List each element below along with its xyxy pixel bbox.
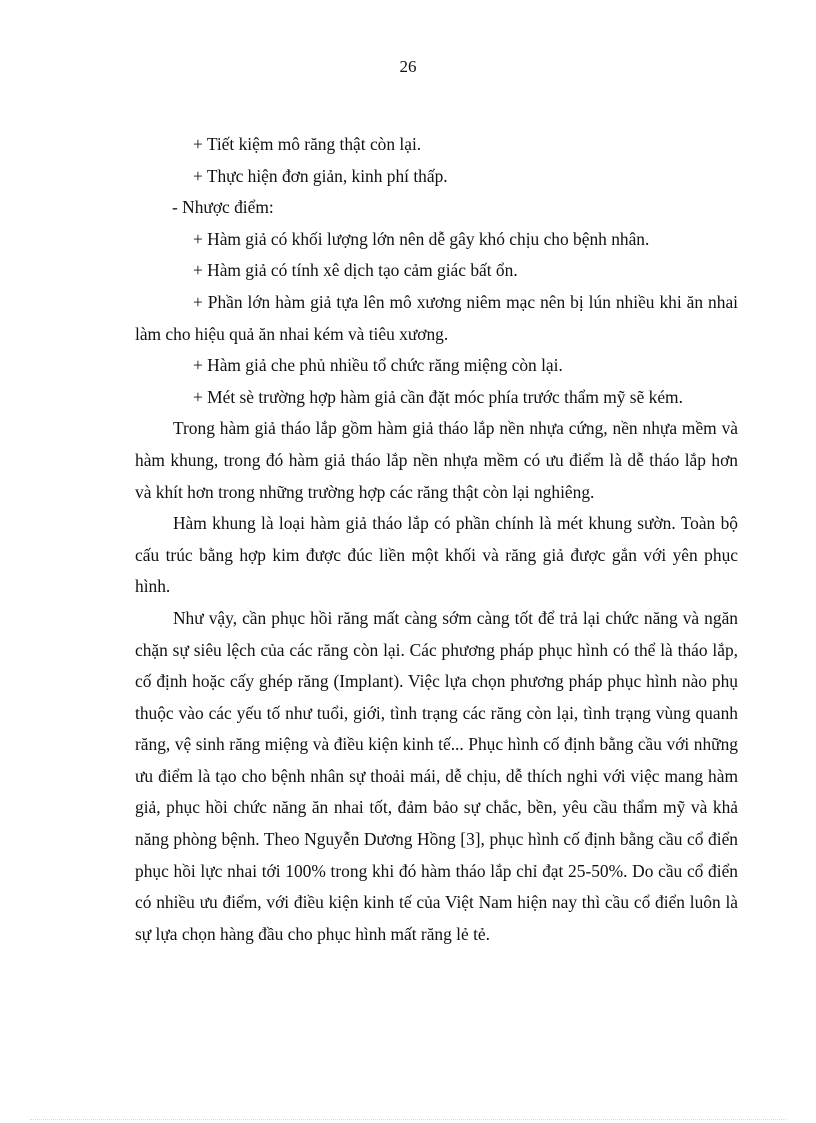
disadvantage-item: + Hàm giả che phủ nhiều tổ chức răng miệng còn lại. [193,355,563,376]
disadvantage-item: + Phần lớn hàm giả tựa lên mô xương niêm mạc nên bị lún nhiều khi ăn nhai làm cho hiệu quả ăn nhai kém và tiêu xương. [135,291,738,344]
body-paragraph: Như vậy, cần phục hồi răng mất càng sớm càng tốt để trả lại chức năng và ngăn chặn sự siêu lệch của các răng còn lại. Các phương pháp phục hình có thể là tháo lắp, cố định hoặc cấy ghép răng (Implant). Việc lựa chọn phương pháp phục hình nào phụ thuộc vào các yếu tố như tuổi, giới, tình trạng các răng còn lại, tình trạng vùng quanh răng, vệ sinh răng miệng và điều kiện kinh tế... Phục hình cố định bằng cầu với những ưu điểm là tạo cho bệnh nhân sự thoải mái, dễ chịu, dễ thích nghi với việc mang hàm giả, phục hồi chức năng ăn nhai tốt, đảm bảo sự chắc, bền, yêu cầu thẩm mỹ và khả năng phòng bệnh. Theo Nguyễn Dương Hồng [3], phục hình cố định bằng cầu cổ điển phục hồi lực nhai tới 100% trong khi đó hàm tháo lắp chỉ đạt 25-50%. Do cầu cổ điển có nhiều ưu điểm, với điều kiện kinh tế của Việt Nam hiện nay thì cầu cổ điển luôn là sự lựa chọn hàng đầu cho phục hình mất răng lẻ tẻ. [135,607,738,944]
document-body [135,129,738,950]
advantage-item: + Tiết kiệm mô răng thật còn lại. [193,134,422,154]
disadvantage-item: + Hàm giả có tính xê dịch tạo cảm giác bất ổn. [193,260,518,281]
advantage-item: + Thực hiện đơn giản, kinh phí thấp. [193,165,448,186]
page-number: 26 [399,57,417,76]
disadvantages-heading: - Nhược điểm: [172,197,274,218]
disadvantage-item: + Mét sè trường hợp hàm giả cần đặt móc phía trước thẩm mỹ sẽ kém. [193,386,683,407]
body-paragraph: Trong hàm giả tháo lắp gồm hàm giả tháo lắp nền nhựa cứng, nền nhựa mềm và hàm khung, trong đó hàm giả tháo lắp nền nhựa mềm có ưu điểm là dễ tháo lắp hơn và khít hơn trong những trường hợp các răng thật còn lại nghiêng. [135,418,738,502]
page-bottom-rule [30,1119,786,1120]
body-paragraph: Hàm khung là loại hàm giả tháo lắp có phần chính là mét khung sườn. Toàn bộ cấu trúc bằng hợp kim được đúc liền một khối và răng giả được gắn với yên phục hình. [135,513,738,597]
disadvantage-item: + Hàm giả có khối lượng lớn nên dễ gây khó chịu cho bệnh nhân. [193,228,650,249]
